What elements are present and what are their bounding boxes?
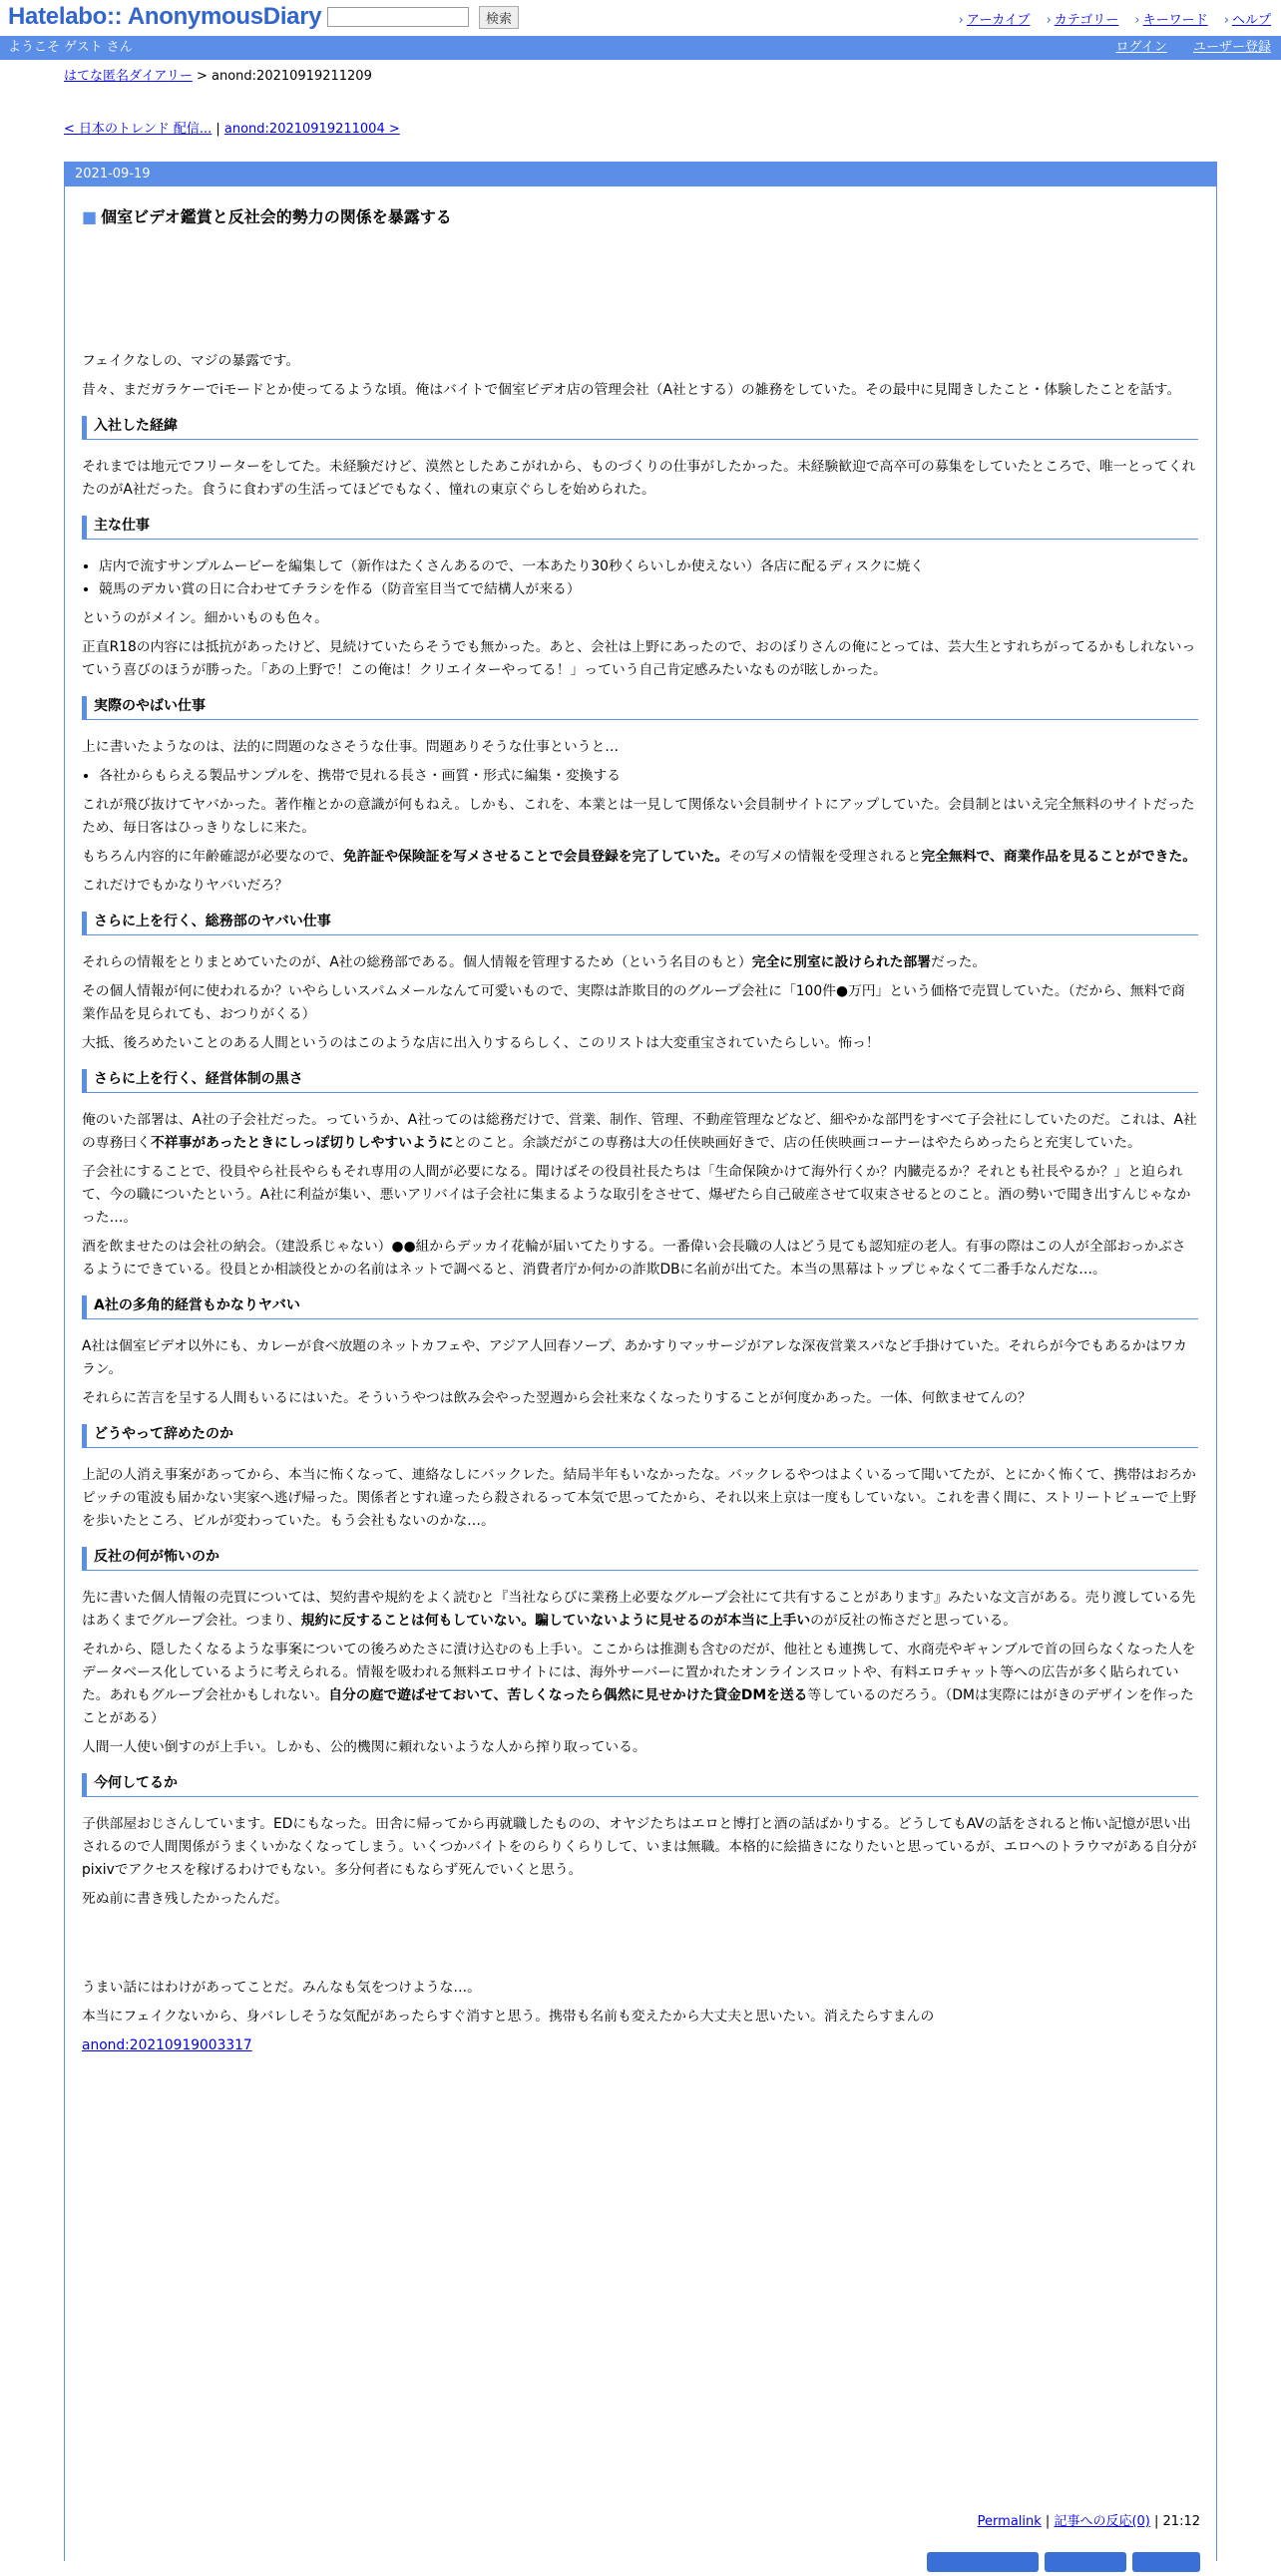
- paragraph-text: それらの情報をとりまとめていたのが、A社の総務部である。個人情報を管理するため（という名目のもと）: [82, 954, 752, 970]
- welcome-text: ようこそ ゲスト さん: [8, 40, 133, 55]
- section-heading: A社の多角的経営もかなりヤバい: [82, 1295, 1198, 1319]
- entry-time: 21:12: [1162, 2514, 1200, 2529]
- section-paragraph: それらに苦言を呈する人間もいるにはいた。そういうやつは飲み会やった翌週から会社来なくなったりすることが何度かあった。一体、何飲ませてんの？: [82, 1390, 1032, 1406]
- section-paragraph: [82, 846, 1198, 869]
- section-paragraph: [82, 1587, 1198, 1633]
- entry-title: [82, 204, 1198, 230]
- breadcrumb-site-link[interactable]: はてな匿名ダイアリー: [64, 69, 193, 84]
- intro-paragraph: 昔々、まだガラケーでiモードとか使ってるような頃。俺はバイトで個室ビデオ店の管理会社（A社とする）の雑務をしていた。その最中に見聞きしたこと・体験したことを話す。: [82, 382, 1181, 398]
- entry-pager: [64, 118, 1217, 137]
- section-heading: 反社の何が怖いのか: [82, 1547, 1198, 1571]
- nav-category[interactable]: › カテゴリー: [1047, 13, 1119, 28]
- entry-day-box: [64, 162, 1217, 2561]
- section-paragraph: 酒を飲ませたのは会社の納会。（建設系じゃない）●●組からデッカイ花輪が届いてたりする。一番偉い会長職の人はどう見ても認知症の老人。有事の際はこの人が全部おっかぶさるようにできている。役員とか相談役とかの名前はネットで調べると、消費者庁か何かの詐欺DBに名前が出てた。本当の黒幕はトップじゃなくて二番手なんだな…。: [82, 1239, 1186, 1278]
- login-link[interactable]: ログイン: [1115, 40, 1167, 55]
- paragraph-text: 俺のいた部署は、A社の子会社だった。っていうか、A社ってのは総務だけで、営業、制作、管理、不動産管理などなど、細やかな部門をすべて子会社にしていたのだ。これは、A社の専務曰く: [82, 1112, 1197, 1151]
- list-item: • 競馬のデカい賞の日に合わせてチラシを作る（防音室目当てで結構人が来る）: [99, 578, 1198, 601]
- emphasis-text: 規約に反することは何もしていない。騙していないように見せるのが本当に上手い: [300, 1613, 811, 1629]
- section-paragraph: [82, 1639, 1198, 1730]
- section-paragraph: 子会社にすることで、役員やら社長やらもそれ専用の人間が必要になる。聞けばその役員社長たちは「生命保険かけて海外行くか？内臓売るか？それとも社長やるか？」と迫られて、今の職についたという。A社に利益が集い、悪いアリバイは子会社に集まるような取引をさせて、爆ぜたら自己破産させて収束させるとのこと。酒の勢いで聞き出すんじゃなかった…。: [82, 1164, 1191, 1226]
- section-paragraph: 大抵、後ろめたいことのある人間というのはこのような店に出入りするらしく、このリストは大変重宝されていたらしい。怖っ！: [82, 1035, 880, 1051]
- share-button-bookmark[interactable]: [1045, 2552, 1126, 2572]
- nav-keyword[interactable]: › キーワード: [1134, 13, 1207, 28]
- paragraph-text: もちろん内容的に年齢確認が必要なので、: [82, 849, 343, 865]
- list-item: • 店内で流すサンプルムービーを編集して（新作はたくさんあるので、一本あたり30秒くらいしか使えない）各店に配るディスクに焼く: [99, 555, 1198, 578]
- paragraph-text: 先に書いた個人情報の売買については、契約書や規約をよく読むと『当社ならびに業務上必要なグループ会社にて共有することがあります』みたいな文言がある。売り渡している先はあくまでグループ会社。つまり、: [82, 1590, 1196, 1629]
- welcome-bar: [0, 36, 1281, 60]
- account-links: [1093, 36, 1271, 60]
- breadcrumb-separator: >: [192, 69, 213, 84]
- section-paragraph: その個人情報が何に使われるか？いやらしいスパムメールなんて可愛いもので、実際は詐欺目的のグループ会社に「100件●万円」という価格で売買していた。（だから、無料で商業作品を見られても、おつりがくる）: [82, 983, 1185, 1022]
- entry-body: [65, 186, 1216, 2057]
- list-item: • 各社からもらえる製品サンプルを、携帯で見れる長さ・画質・形式に編集・変換する: [99, 765, 1198, 788]
- outro-paragraph: うまい話にはわけがあってことだ。みんなも気をつけような…。: [82, 1980, 481, 1996]
- section-paragraph: A社は個室ビデオ以外にも、カレーが食べ放題のネットカフェや、アジア人回春ソープ、あかすりマッサージがアレな深夜営業スパなど手掛けていた。それらが今でもあるかはワカラン。: [82, 1338, 1187, 1377]
- entry-sections: [82, 416, 1198, 1911]
- emphasis-text: 完全に別室に設けられた部署: [751, 954, 932, 970]
- section-heading: 実際のやばい仕事: [82, 696, 1198, 720]
- emphasis-text: 自分の庭で遊ばせておいて、苦しくなったら偶然に見せかけた貸金DMを送る: [328, 1687, 808, 1703]
- section-heading: さらに上を行く、経営体制の黒さ: [82, 1069, 1198, 1093]
- section-paragraph: [82, 951, 1198, 974]
- page-wrapper: [64, 60, 1217, 137]
- section-paragraph: 人間一人使い倒すのが上手い。しかも、公的機関に頼れないような人から搾り取っている。: [82, 1739, 646, 1755]
- reactions-link[interactable]: 記事への反応(0): [1054, 2514, 1150, 2529]
- nav-archive[interactable]: › アーカイブ: [959, 13, 1031, 28]
- entry-footer: [978, 2510, 1200, 2529]
- emphasis-text: 不祥事があったときにしっぽ切りしやすいように: [150, 1135, 454, 1151]
- entry-outro: [82, 1977, 1198, 2028]
- top-nav: [947, 9, 1271, 28]
- paragraph-text: それから、隠したくなるような事案についての後ろめたさに漬け込むのも上手い。ここからは推測も含むのだが、他社とも連携して、水商売やギャンブルで首の回らなくなった人をデータベース化しているように考えられる。情報を吸われる無料エロサイトには、海外サーバーに置かれたオンラインスロットや、有料エロチャット等への広告が多く貼られていた。あれもグループ会社かもしれない。: [82, 1642, 1196, 1703]
- section-paragraph: 死ぬ前に書き残したかったんだ。: [82, 1891, 288, 1907]
- section-paragraph: というのがメイン。細かいものも色々。: [82, 610, 328, 626]
- search-input[interactable]: [327, 7, 469, 27]
- section-paragraph: それまでは地元でフリーターをしてた。未経験だけど、漠然としたあこがれから、ものづくりの仕事がしたかった。未経験歓迎で高卒可の募集をしていたところで、唯一とってくれたのがA社だった。食うに食わずの生活ってほどでもなく、憧れの東京ぐらしを始められた。: [82, 459, 1196, 498]
- related-entry-link[interactable]: anond:20210919003317: [82, 2037, 252, 2053]
- section-paragraph: [82, 1109, 1198, 1155]
- paragraph-text: その写メの情報を受理されると: [728, 849, 922, 865]
- paragraph-text: 等しているのだろう。（DMは実際にはがきのデザインを作ったことがある）: [82, 1687, 1194, 1726]
- entry-top-space: [82, 230, 1198, 350]
- section-paragraph: 上記の人消え事案があってから、本当に怖くなって、連絡なしにバックレた。結局半年もいなかったな。バックレるやつはよくいるって聞いてたが、とにかく怖くて、携帯はおろかピッチの電波も届かない実家へ逃げ帰った。関係者とすれ違ったら殺されるって本気で思ってたから、それ以来上京は一度もしていない。これを書く間に、ストリートビューで上野を歩いたところ、ビルが変わっていた。もう会社もないのかな…。: [82, 1467, 1196, 1529]
- entry-gap: [82, 1917, 1198, 1977]
- search-button[interactable]: 検索: [479, 6, 519, 29]
- entry-title-text: 個室ビデオ鑑賞と反社会的勢力の関係を暴露する: [101, 207, 452, 226]
- prev-entry-link[interactable]: < 日本のトレンド 配信...: [64, 122, 213, 137]
- square-bullet-icon[interactable]: ■: [82, 207, 98, 226]
- section-heading: さらに上を行く、総務部のヤバい仕事: [82, 912, 1198, 935]
- outro-paragraph: 本当にフェイクないから、身バレしそうな気配があったらすぐ消すと思う。携帯も名前も変えたから大丈夫と思いたい。消えたらすまんの: [82, 2009, 935, 2024]
- section-heading: 入社した経緯: [82, 416, 1198, 440]
- emphasis-text: 免許証や保険証を写メさせることで会員登録を完了していた。: [342, 849, 729, 865]
- share-button-hatena[interactable]: [927, 2552, 1039, 2572]
- footer-separator: |: [1041, 2514, 1055, 2529]
- intro-paragraph: フェイクなしの、マジの暴露です。: [82, 353, 300, 369]
- emphasis-text: 完全無料で、商業作品を見ることができた。: [921, 849, 1197, 865]
- nav-help[interactable]: › ヘルプ: [1224, 13, 1271, 28]
- footer-separator-2: |: [1149, 2514, 1163, 2529]
- section-paragraph: 子供部屋おじさんしています。EDにもなった。田舎に帰ってから再就職したものの、オヤジたちはエロと博打と酒の話ばかりする。どうしてもAVの話をされると怖い記憶が思い出されるので人間関係がうまくいかなくなってしまう。いくつかバイトをのらりくらりして、いまは無職。本格的に絵描きになりたいと思っているが、エロへのトラウマがある自分がpixivでアクセスを稼げるわけでもない。多分何者にもならず死んでいくと思う。: [82, 1816, 1197, 1878]
- paragraph-text: とのこと。余談だがこの専務は大の任侠映画好きで、店の任侠映画コーナーはやたらめったらと充実していた。: [453, 1135, 1141, 1151]
- site-logo[interactable]: Hatelabo:: AnonymousDiary: [8, 3, 322, 30]
- section-paragraph: 正直R18の内容には抵抗があったけど、見続けていたらそうでも無かった。あと、会社は上野にあったので、おのぼりさんの俺にとっては、芸大生とすれちがってるかもしれないっていう喜びのほうが勝った。「あの上野で！この俺は！クリエイターやってる！」っていう自己肯定感みたいなものが眩しかった。: [82, 639, 1196, 678]
- section-heading: どうやって辞めたのか: [82, 1424, 1198, 1448]
- share-buttons: [921, 2552, 1200, 2576]
- section-paragraph: これが飛び抜けてヤバかった。著作権とかの意識が何もねえ。しかも、これを、本業とは一見して関係ない会員制サイトにアップしていた。会員制とはいえ完全無料のサイトだったため、毎日客はひっきりなしに来た。: [82, 797, 1195, 836]
- section-paragraph: 上に書いたようなのは、法的に問題のなさそうな仕事。問題ありそうな仕事というと…: [82, 739, 620, 755]
- entry-date: 2021-09-19: [65, 163, 1216, 186]
- permalink-link[interactable]: Permalink: [977, 2514, 1042, 2529]
- breadcrumb-current: anond:20210919211209: [212, 69, 372, 84]
- breadcrumb: [64, 60, 1217, 94]
- entry-intro: [82, 350, 1198, 402]
- bullet-list: [82, 765, 1198, 788]
- top-bar: [0, 0, 1281, 36]
- share-button-facebook[interactable]: [1132, 2552, 1200, 2572]
- next-entry-link[interactable]: anond:20210919211004 >: [223, 122, 400, 137]
- section-paragraph: これだけでもかなりヤバいだろ？: [82, 878, 288, 894]
- section-heading: 主な仕事: [82, 516, 1198, 540]
- section-heading: 今何してるか: [82, 1773, 1198, 1797]
- paragraph-text: のが反社の怖さだと思っている。: [810, 1613, 1018, 1629]
- register-link[interactable]: ユーザー登録: [1192, 40, 1271, 55]
- bullet-list: [82, 555, 1198, 601]
- pager-separator: |: [212, 122, 224, 137]
- paragraph-text: だった。: [931, 954, 987, 970]
